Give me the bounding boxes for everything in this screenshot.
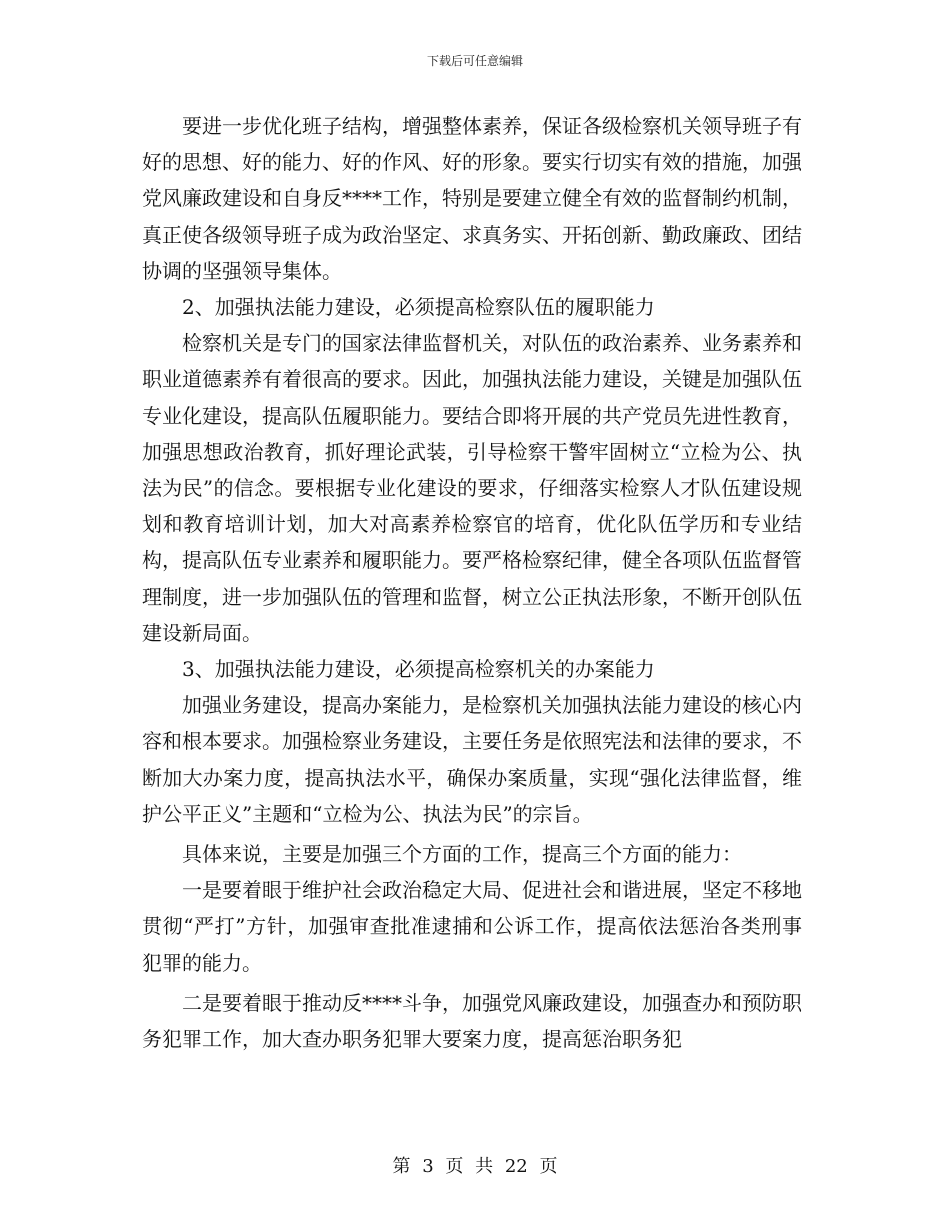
- page-header: 下载后可任意编辑: [426, 54, 523, 68]
- paragraph: 具体来说，主要是加强三个方面的工作，提高三个方面的能力：: [182, 842, 742, 867]
- paragraph: 要进一步优化班子结构，增强整体素养，保证各级检察机关领导班子有好的思想、好的能力、好的作风、好的形象。要实行切实有效的措施，加强党风廉政建设和自身反****工作，特别是要建立健全有效的监督制约机制，真正使各级领导班子成为政治坚定、求真务实、开拓创新、勤政廉政、团结协调的坚强领导集体。: [142, 114, 802, 283]
- paragraph: 检察机关是专门的国家法律监督机关，对队伍的政治素养、业务素养和职业道德素养有着很高的要求。因此，加强执法能力建设，关键是加强队伍专业化建设，提高队伍履职能力。要结合即将开展的共产党员先进性教育，加强思想政治教育，抓好理论武装，引导检察干警牢固树立“立检为公、执法为民”的信念。要根据专业化建设的要求，仔细落实检察人才队伍建设规划和教育培训计划，加大对高素养检察官的培育，优化队伍学历和专业结构，提高队伍专业素养和履职能力。要严格检察纪律，健全各项队伍监督管理制度，进一步加强队伍的管理和监督，树立公正执法形象，不断开创队伍建设新局面。: [142, 331, 802, 645]
- paragraph: 一是要着眼于维护社会政治稳定大局、促进社会和谐进展，坚定不移地贯彻“严打”方针，加强审查批准逮捕和公诉工作，提高依法惩治各类刑事犯罪的能力。: [142, 878, 802, 975]
- section-heading: 2、加强执法能力建设，必须提高检察队伍的履职能力: [182, 295, 655, 320]
- page-footer: 第 3 页 共 22 页: [392, 1156, 558, 1177]
- paragraph: 二是要着眼于推动反****斗争，加强党风廉政建设，加强查办和预防职务犯罪工作，加大查办职务犯罪大要案力度，提高惩治职务犯: [142, 990, 802, 1052]
- paragraph: 加强业务建设，提高办案能力，是检察机关加强执法能力建设的核心内容和根本要求。加强检察业务建设，主要任务是依照宪法和法律的要求，不断加大办案力度，提高执法水平，确保办案质量，实现“强化法律监督，维护公平正义”主题和“立检为公、执法为民”的宗旨。: [142, 693, 802, 826]
- section-heading: 3、加强执法能力建设，必须提高检察机关的办案能力: [182, 657, 655, 682]
- document-body: [142, 108, 802, 1057]
